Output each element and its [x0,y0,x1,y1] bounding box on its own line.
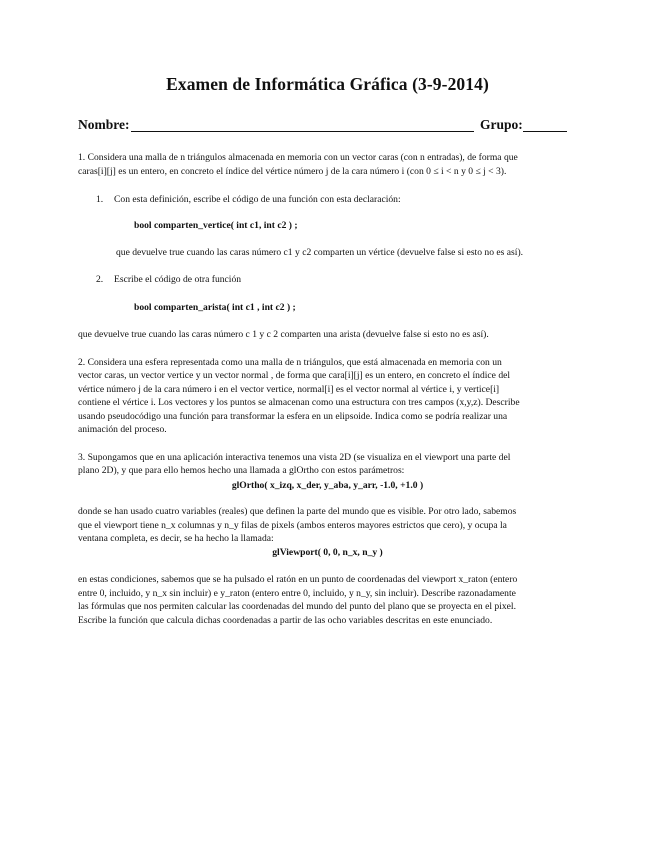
q3-line-4: que el viewport tiene n_x columnas y n_y filas de pixels (ambos enteros mayores estrictos que cero), y ocupa la [78,520,507,531]
q3-line-7: entre 0, incluido, y n_x sin incluir) e y_raton (entero entre 0, incluido, y n_y, sin incluir). Describe razonadamente [78,588,516,599]
q1-sub1-number: 1. [96,194,104,205]
name-group-line [78,117,568,135]
q3-line-6: en estas condiciones, sabemos que se ha pulsado el ratón en un punto de coordenadas del viewport x_raton (entero [78,574,518,585]
q2-line-5: usando pseudocódigo una función para transformar la esfera en un elipsoide. Indica como se podría realizar una [78,411,508,422]
q3-glviewport-call: glViewport( 0, 0, n_x, n_y ) [272,547,383,558]
q3-line-3: donde se han usado cuatro variables (reales) que definen la parte del mundo que es visible. Por otro lado, sabemos [78,506,517,517]
q1-sub1 [96,193,576,207]
q2-line-3: vértice número j de la cara número i en el vector vertice, normal[i] es el vector normal al vértice i, y vertice[i] [78,384,500,395]
q1-sub1-description: que devuelve true cuando las caras número c1 y c2 comparten un vértice (devuelve false si esto no es así). [116,247,524,258]
nombre-label: Nombre: [78,117,130,132]
q2-line-4: contiene el vértice i. Los vectores y los puntos se almacenan como una estructura con tres campos (x,y,z). Describe [78,397,520,408]
q1-sub2-number: 2. [96,274,104,285]
q2-line-2: vector caras, un vector vertice y un vector normal , de forma que cara[i][j] es un entero, en concreto el índice del [78,370,511,381]
q1-sub2-text: Escribe el código de otra función [114,274,242,285]
grupo-label: Grupo: [480,117,523,132]
q3-line-9: Escribe la función que calcula dichas coordenadas a partir de las ocho variables descritas en este enunciado. [78,615,493,626]
q1-sub1-code: bool comparten_vertice( int c1, int c2 ) ; [134,220,298,231]
q2-line-1: 2. Considera una esfera representada como una malla de n triángulos, que está almacenada en memoria con un [78,357,502,368]
q3-line-2: plano 2D), y que para ello hemos hecho una llamada a glOrtho con estos parámetros: [78,465,405,476]
q2-line-6: animación del proceso. [78,424,167,435]
q1-sub2-description: que devuelve true cuando las caras número c 1 y c 2 comparten una arista (devuelve false si esto no es así). [78,329,489,340]
q3-line-1: 3. Supongamos que en una aplicación interactiva tenemos una vista 2D (se visualiza en el viewport una parte del [78,452,511,463]
q1-sub2 [96,273,576,287]
nombre-blank [131,131,474,132]
q3-line-8: las fórmulas que nos permiten calcular las coordenadas del mundo del punto del plano que se proyecta en el pixel. [78,601,516,612]
q3-glortho-call: glOrtho( x_izq, x_der, y_aba, y_arr, -1.0, +1.0 ) [231,480,424,491]
q1-line-1: 1. Considera una malla de n triángulos almacenada en memoria con un vector caras (con n entradas), de forma que [78,152,518,163]
q1-line-2: caras[i][j] es un entero, en concreto el índice del vértice número j de la cara número i (con 0 ≤ i < n y 0 ≤ j < 3). [78,166,507,177]
q1-sub2-code: bool comparten_arista( int c1 , int c2 ) ; [134,302,296,313]
grupo-blank [523,131,567,132]
q3-line-5: ventana completa, es decir, se ha hecho la llamada: [78,533,274,544]
q1-sub1-text: Con esta definición, escribe el código de una función con esta declaración: [114,194,401,205]
exam-title: Examen de Informática Gráfica (3-9-2014) [166,74,489,94]
